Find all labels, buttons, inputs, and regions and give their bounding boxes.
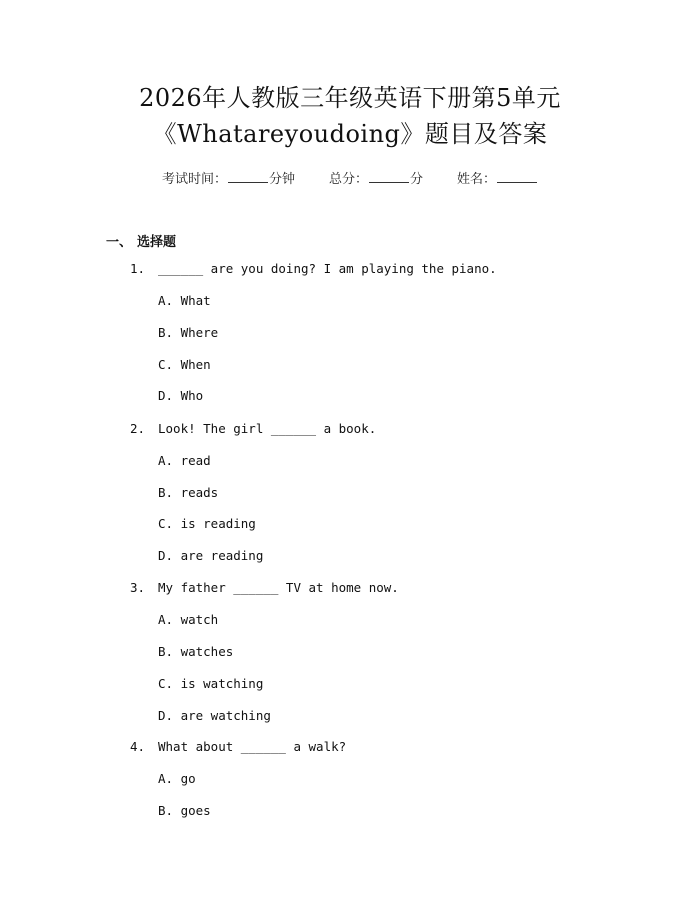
total-score-blank[interactable] [369, 170, 409, 183]
title-line-2: 《Whatareyoudoing》题目及答案 [152, 120, 548, 148]
question-text: Look! The girl ______ a book. [158, 421, 377, 436]
option-item[interactable]: A. watch [158, 612, 219, 627]
question-text: My father ______ TV at home now. [158, 580, 399, 595]
question-text: What about ______ a walk? [158, 739, 347, 754]
title-line-1: 2026年人教版三年级英语下册第5单元 [139, 84, 561, 112]
option-item[interactable]: B. watches [158, 644, 234, 659]
section-heading [106, 231, 176, 250]
question-number: 4. [130, 739, 146, 754]
name-label: 姓名： [457, 172, 497, 187]
exam-time-blank[interactable] [228, 170, 268, 183]
total-score-unit: 分 [410, 172, 424, 187]
total-score-field [329, 168, 423, 187]
section-number: 一、 [106, 235, 133, 250]
option-item[interactable]: C. When [158, 357, 211, 372]
option-item[interactable]: D. Who [158, 388, 204, 403]
option-item[interactable]: C. is reading [158, 516, 256, 531]
option-item[interactable]: A. go [158, 771, 196, 786]
question-number: 2. [130, 421, 146, 436]
question-number: 3. [130, 580, 146, 595]
question-text: ______ are you doing? I am playing the piano. [158, 261, 497, 276]
option-item[interactable]: B. goes [158, 803, 211, 818]
option-item[interactable]: A. read [158, 453, 211, 468]
exam-info-row [0, 168, 700, 187]
option-item[interactable]: D. are reading [158, 548, 264, 563]
exam-time-field [162, 168, 295, 187]
option-item[interactable]: B. reads [158, 485, 219, 500]
name-field [457, 168, 538, 187]
option-item[interactable]: D. are watching [158, 708, 271, 723]
total-score-label: 总分： [328, 172, 368, 187]
exam-time-unit: 分钟 [268, 172, 295, 187]
question-number: 1. [130, 261, 146, 276]
option-item[interactable]: B. Where [158, 325, 219, 340]
name-blank[interactable] [497, 170, 537, 183]
section-title: 选择题 [137, 235, 177, 250]
exam-time-label: 考试时间： [161, 172, 227, 187]
option-item[interactable]: A. What [158, 293, 211, 308]
option-item[interactable]: C. is watching [158, 676, 264, 691]
